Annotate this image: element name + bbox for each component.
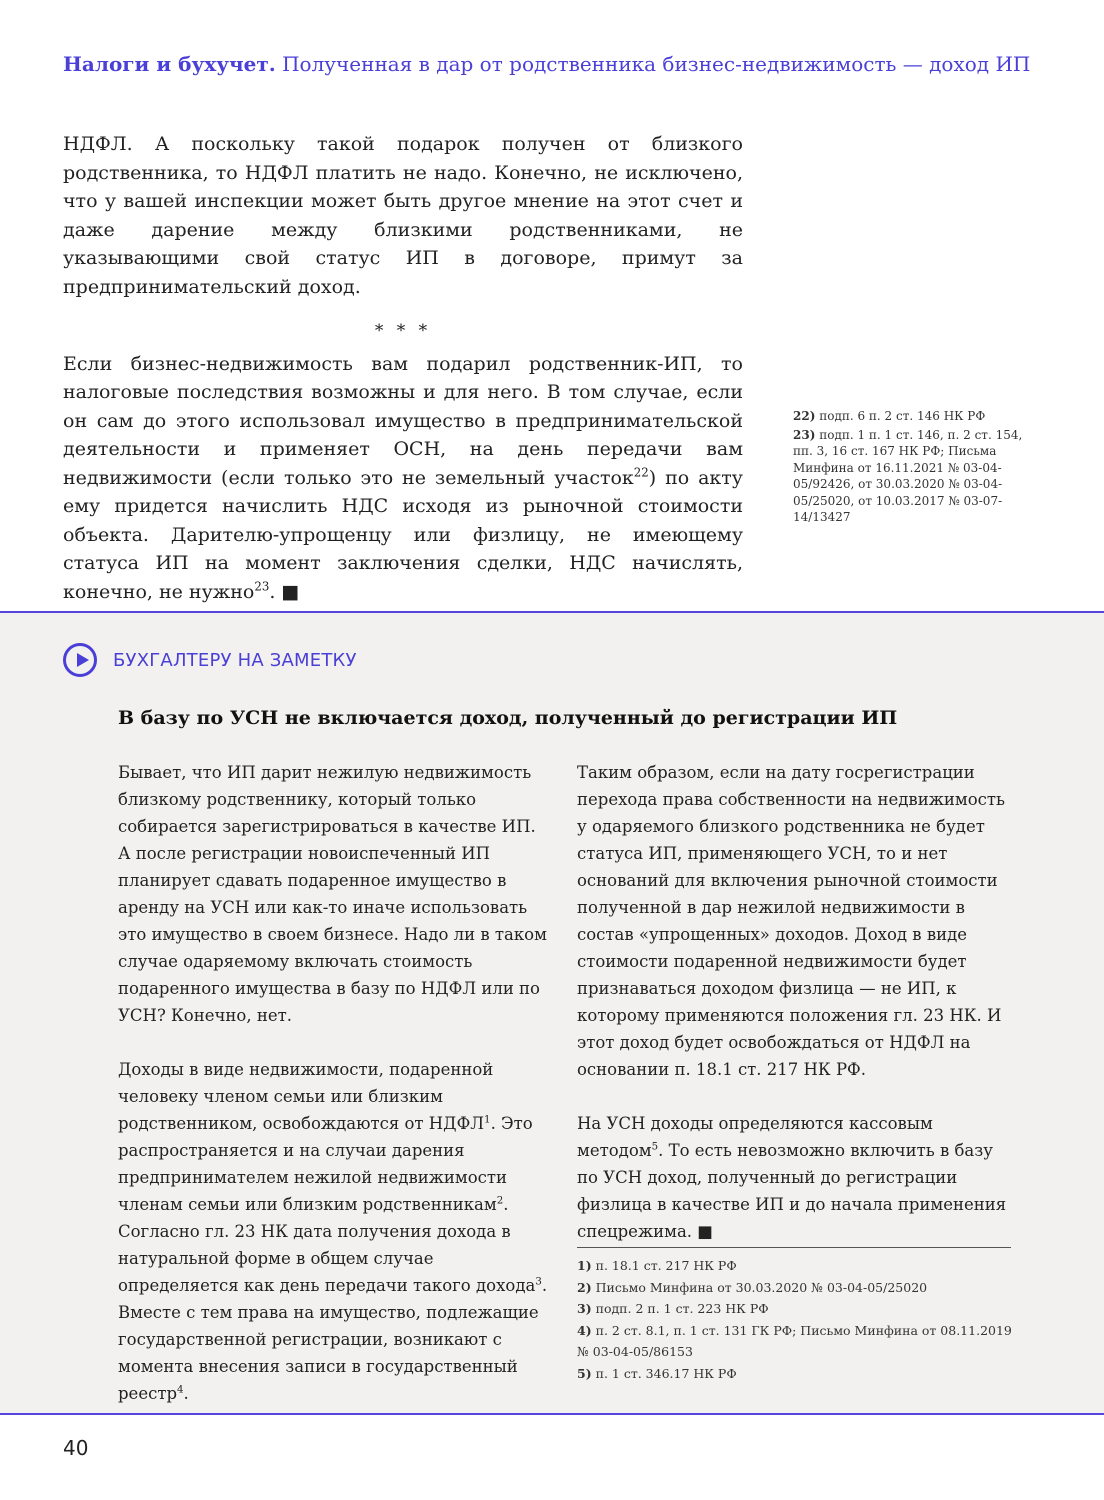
box-footnote-2 — [577, 1277, 1017, 1299]
box-tag-label: БУХГАЛТЕРУ НА ЗАМЕТКУ — [113, 649, 357, 671]
play-icon — [63, 643, 97, 677]
footnote-number: 22) — [793, 409, 816, 423]
side-footnote-23 — [793, 427, 1023, 526]
footnote-text: п. 2 ст. 8.1, п. 1 ст. 131 ГК РФ; Письмо Минфина от 08.11.2019 № 03-04-05/86153 — [577, 1322, 1012, 1359]
page-number: 40 — [63, 1436, 89, 1460]
footnote-divider — [577, 1247, 1011, 1248]
article-paragraph-2 — [63, 350, 743, 607]
box-right-column — [577, 759, 1007, 1245]
footnote-text: подп. 1 п. 1 ст. 146, п. 2 ст. 154, пп. 3, 16 ст. 167 НК РФ; Письма Минфина от 16.11.2021 № 03-04-05/92426, от 30.03.2020 № 03-04-05/25020, от 10.03.2017 № 03-07-14/13427 — [793, 427, 1023, 524]
footnote-number: 2) — [577, 1279, 592, 1295]
paragraph-text: . — [183, 1384, 189, 1403]
footnote-number: 3) — [577, 1301, 592, 1316]
footnote-ref-2: 2 — [496, 1195, 504, 1207]
footnote-ref-1: 1 — [484, 1114, 491, 1126]
footnote-number: 1) — [577, 1258, 592, 1273]
box-left-paragraph-2 — [118, 1056, 548, 1407]
box-left-paragraph-1: Бывает, что ИП дарит нежилую недвижимость близкому родственнику, который только собирается зарегистрироваться в качестве ИП. А после регистрации новоиспеченный ИП планирует сдавать подаренное имущество в аренду на УСН или как-то иначе использовать это имущество в своем бизнесе. Надо ли в таком случае одаряемому включать стоимость подаренного имущества в базу по НДФЛ или по УСН? Конечно, нет. — [118, 763, 547, 1025]
running-header — [63, 52, 1030, 76]
paragraph-text: ) по акту ему придется начислить НДС исходя из рыночной стоимости объекта. Дарителю-упрощенцу или физлицу, не имеющему статуса ИП на момент заключения сделки, НДС начислять, конечно, не нужно — [63, 466, 743, 603]
footnote-text: подп. 6 п. 2 ст. 146 НК РФ — [819, 409, 986, 423]
paragraph-text: На УСН доходы определяются кассовым методом — [577, 1114, 933, 1160]
box-footnote-1 — [577, 1255, 1017, 1277]
footnote-text: подп. 2 п. 1 ст. 223 НК РФ — [595, 1301, 769, 1316]
footnote-number: 5) — [577, 1365, 592, 1381]
footnote-text: п. 18.1 ст. 217 НК РФ — [595, 1258, 737, 1273]
header-title: Полученная в дар от родственника бизнес-недвижимость — доход ИП — [282, 52, 1031, 76]
header-section: Налоги и бухучет. — [63, 52, 276, 76]
box-footnote-5 — [577, 1363, 1017, 1385]
section-separator: * * * — [374, 321, 432, 341]
footnote-text: п. 1 ст. 346.17 НК РФ — [595, 1365, 737, 1381]
footnote-ref-22: 22 — [633, 465, 649, 480]
paragraph-end: . ■ — [269, 580, 300, 603]
paragraph-text: . То есть невозможно включить в базу по УСН доход, полученный до регистрации физлица в качестве ИП и до начала применения спецрежима. ■ — [577, 1141, 1007, 1241]
article-paragraph-1: НДФЛ. А поскольку такой подарок получен от близкого родственника, то НДФЛ платить не надо. Конечно, не исключено, что у вашей инспекции может быть другое мнение на этот счет и даже дарение между близкими родственниками, не указывающими свой статус ИП в договоре, примут за предпринимательский доход. — [63, 133, 743, 298]
box-footnotes — [577, 1255, 1017, 1384]
footnote-text: Письмо Минфина от 30.03.2020 № 03-04-05/25020 — [595, 1279, 928, 1295]
footnote-number: 4) — [577, 1322, 592, 1338]
paragraph-text: . Вместе с тем права на имущество, подлежащие государственной регистрации, возникают с момента внесения записи в государственный реестр — [118, 1276, 548, 1403]
footnote-ref-5: 5 — [651, 1141, 659, 1153]
box-footnote-3 — [577, 1298, 1017, 1320]
paragraph-text: . Это распространяется и на случаи дарения предпринимателем нежилой недвижимости членам семьи или близким родственникам — [118, 1114, 533, 1214]
box-left-column — [118, 759, 548, 1407]
box-right-paragraph-2 — [577, 1110, 1007, 1245]
main-article-text — [63, 130, 743, 606]
box-tag — [63, 643, 357, 677]
paragraph-text: Доходы в виде недвижимости, подаренной человеку членом семьи или близким родственником, освобождаются от НДФЛ — [118, 1060, 494, 1133]
footnote-ref-3: 3 — [535, 1276, 542, 1288]
box-right-paragraph-1: Таким образом, если на дату госрегистрации перехода права собственности на недвижимость у одаряемого близкого родственника не будет статуса ИП, применяющего УСН, то и нет оснований для включения рыночной стоимости полученной в дар нежилой недвижимости в состав «упрощенных» доходов. Доход в виде стоимости подаренной недвижимости будет признаваться доходом физлица — не ИП, к которому применяются положения гл. 23 НК. И этот доход будет освобождаться от НДФЛ на основании п. 18.1 ст. 217 НК РФ. — [577, 763, 1005, 1079]
box-title: В базу по УСН не включается доход, полученный до регистрации ИП — [118, 707, 898, 729]
box-footnote-4 — [577, 1320, 1017, 1363]
footnote-ref-4: 4 — [177, 1384, 184, 1396]
accountant-note-box — [0, 611, 1104, 1415]
paragraph-text: . Согласно гл. 23 НК дата получения дохода в натуральной форме в общем случае определяется как день передачи такого дохода — [118, 1195, 536, 1295]
side-footnote-22 — [793, 408, 1023, 425]
footnote-ref-23: 23 — [254, 579, 270, 594]
side-footnotes — [793, 408, 1023, 528]
paragraph-text: Если бизнес-недвижимость вам подарил родственник-ИП, то налоговые последствия возможны и для него. В том случае, если он сам до этого использовал имущество в предпринимательской деятельности и применяет ОСН, на день передачи вам недвижимости (если только это не земельный участок — [63, 352, 743, 489]
footnote-number: 23) — [793, 427, 816, 442]
